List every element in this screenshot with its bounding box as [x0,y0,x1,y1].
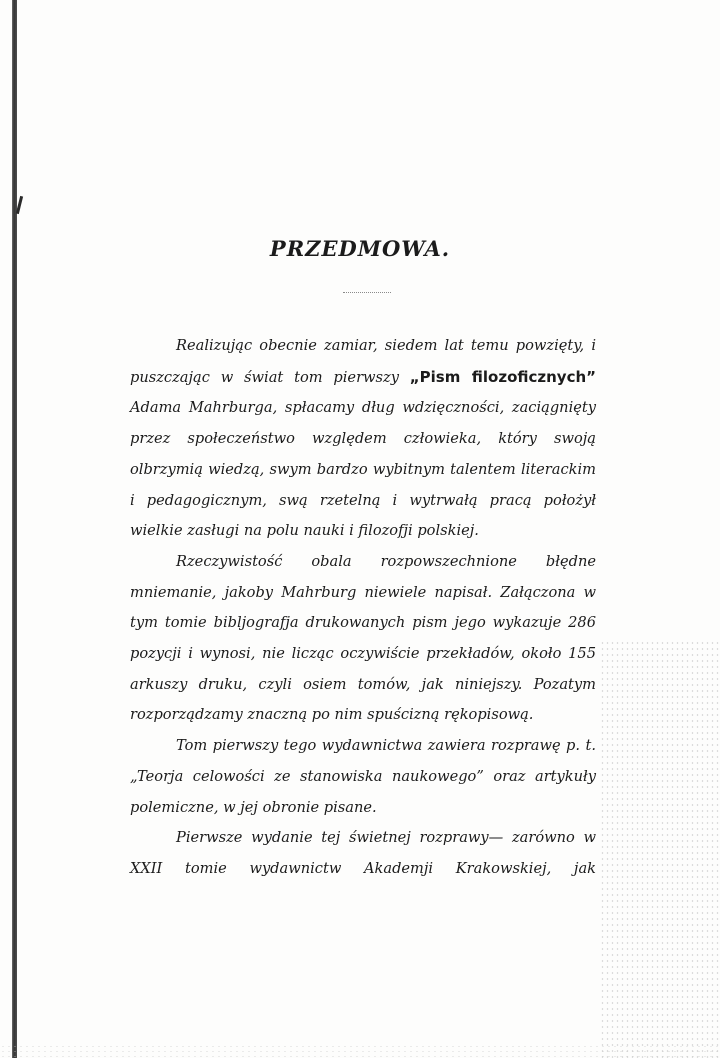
page-heading: PRZEDMOWA. [269,236,451,261]
paper-speckle [600,640,720,1058]
paragraph-1-text-a: Realizując obecnie zamiar, siedem lat temu powzięty, i puszczając w świat tom pierwszy [130,337,596,386]
binding-edge [12,0,17,1058]
paragraph-1-text-b: Adama Mahrburga, spłacamy dług wdzięczności, zaciągnięty przez społeczeństwo względem człowieka, który swoją olbrzymią wiedzą, swym bardzo wybitnym talentem literackim i pedagogicznym, swą rzetelną i wytrwałą pracą położył wielkie zasługi na polu nauki i filozofji polskiej. [130,399,596,540]
paragraph-2: Rzeczywistość obala rozpowszechnione błędne mniemanie, jakoby Mahrburg niewiele napisał. Załączona w tym tomie bibljografja drukowanych pism jego wykazuje 286 pozycji i wynosi, nie licząc oczywiście przekładów, około 155 arkuszy druku, czyli osiem tomów, jak niniejszy. Pozatym rozporządzamy znaczną po nim spuścizną rękopisową. [130,552,596,724]
heading-ornament-rule [343,292,391,293]
paragraph-3: Tom pierwszy tego wydawnictwa zawiera rozprawę p. t. „Teorja celowości ze stanowiska naukowego” oraz artykuły polemiczne, w jej obronie pisane. [130,737,596,816]
paragraph-1 [130,331,596,547]
paragraph-4: Pierwsze wydanie tej świetnej rozprawy— zarówno w XXII tomie wydawnictw Akademji Krakowskiej, jak [130,829,596,877]
book-title-emphasis: „Pism filozoficznych” [409,367,596,386]
paper-speckle-bottom [0,1044,720,1058]
preface-body [130,331,596,885]
